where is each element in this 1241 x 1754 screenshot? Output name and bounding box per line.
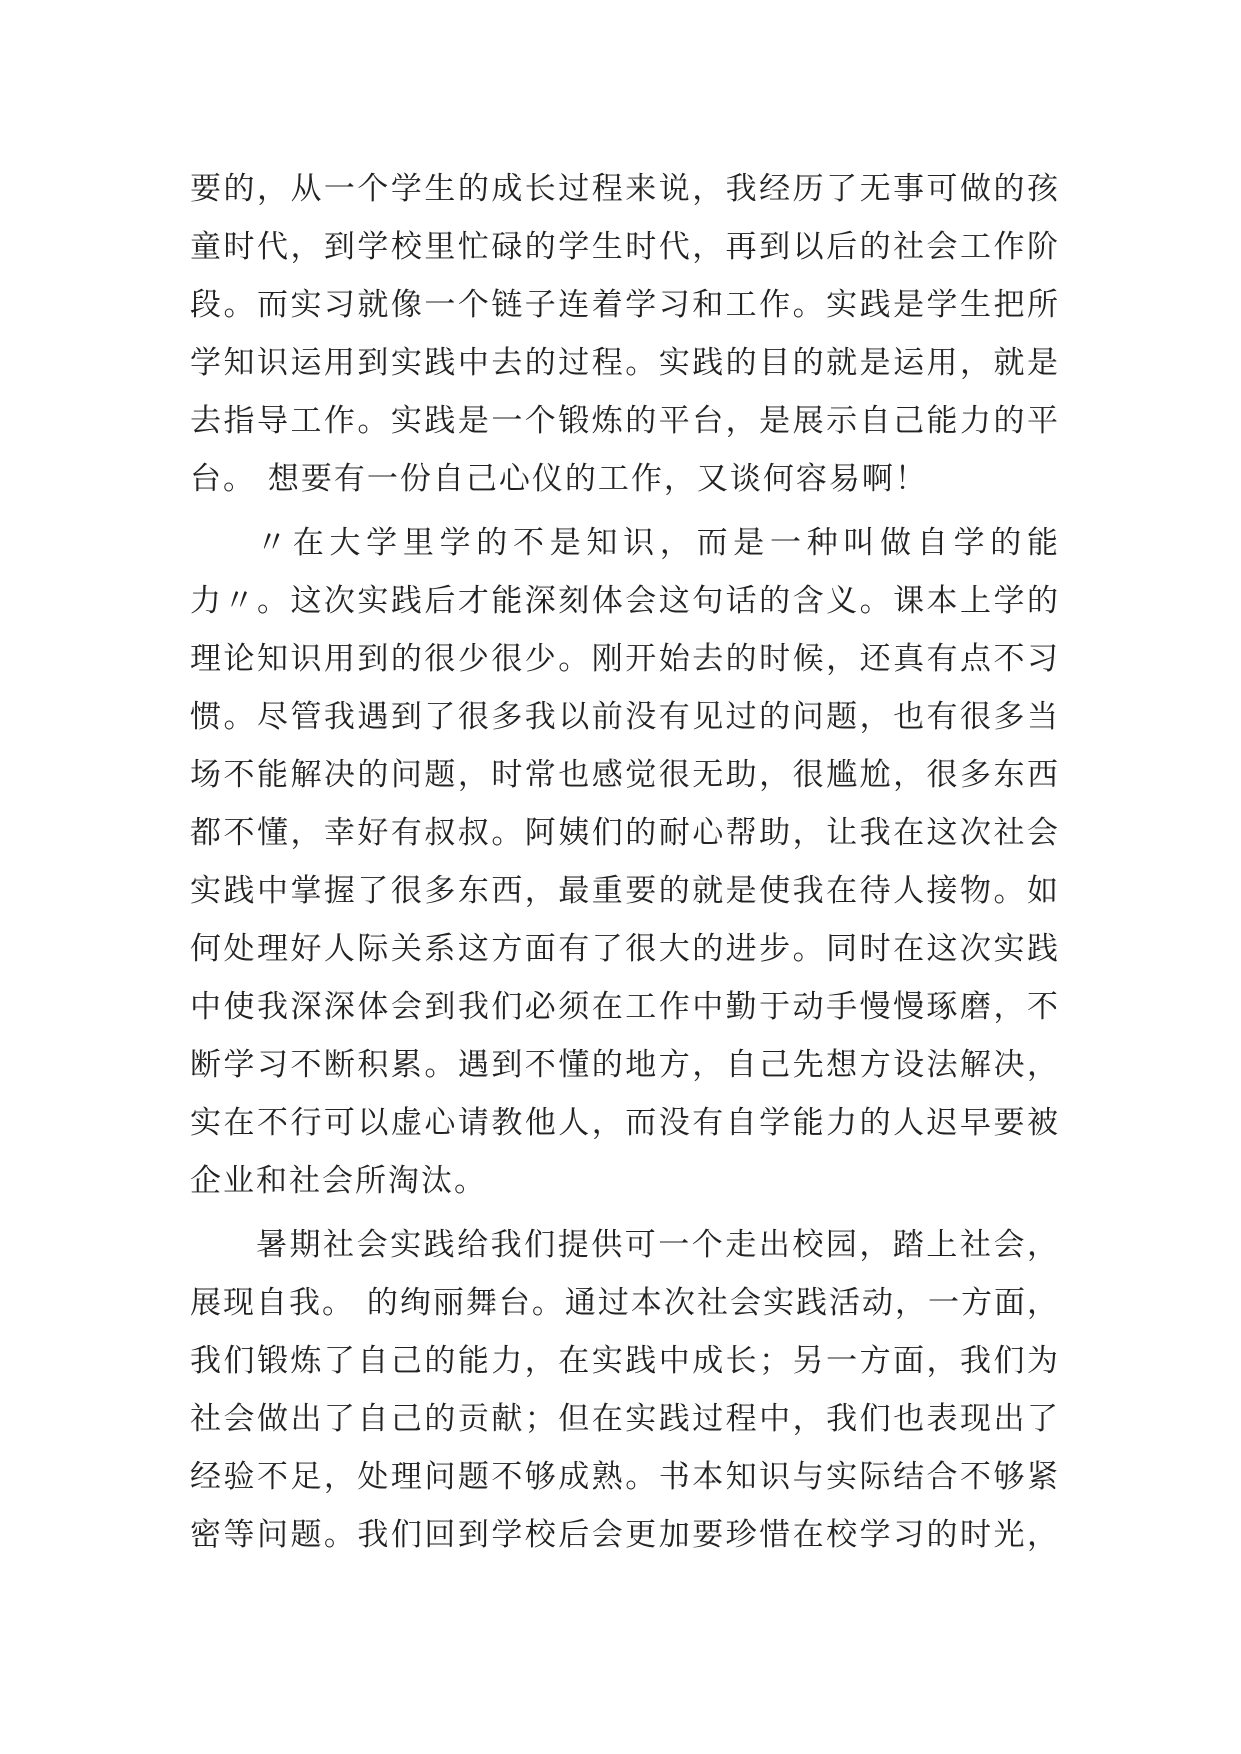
- paragraph: [190, 1216, 1060, 1564]
- document-body: [190, 160, 1060, 1564]
- text-line: 理论知识用到的很少很少。刚开始去的时候，还真有点不习: [190, 641, 1060, 677]
- text-line: 经验不足，处理问题不够成熟。书本知识与实际结合不够紧: [190, 1459, 1060, 1495]
- text-line: 实在不行可以虚心请教他人，而没有自学能力的人迟早要被: [190, 1105, 1060, 1141]
- text-line: 童时代，到学校里忙碌的学生时代，再到以后的社会工作阶: [190, 229, 1060, 265]
- text-line: 企业和社会所淘汰。: [190, 1163, 487, 1199]
- text-line: 展现自我。 的绚丽舞台。通过本次社会实践活动，一方面，: [190, 1285, 1060, 1321]
- text-line: 暑期社会实践给我们提供可一个走出校园，踏上社会，: [256, 1227, 1060, 1263]
- paragraph: [190, 160, 1060, 508]
- paragraph: [190, 514, 1060, 1210]
- text-line: 力〃。这次实践后才能深刻体会这句话的含义。课本上学的: [190, 583, 1060, 619]
- text-line: 学知识运用到实践中去的过程。实践的目的就是运用，就是: [190, 345, 1060, 381]
- text-line: 密等问题。我们回到学校后会更加要珍惜在校学习的时光，: [190, 1517, 1060, 1553]
- text-line: 我们锻炼了自己的能力，在实践中成长；另一方面，我们为: [190, 1343, 1060, 1379]
- text-line: 要的，从一个学生的成长过程来说，我经历了无事可做的孩: [190, 171, 1060, 207]
- text-line: 台。 想要有一份自己心仪的工作，又谈何容易啊！: [190, 461, 928, 497]
- text-line: 段。而实习就像一个链子连着学习和工作。实践是学生把所: [190, 287, 1060, 323]
- text-line: 社会做出了自己的贡献；但在实践过程中，我们也表现出了: [190, 1401, 1060, 1437]
- text-line: 都不懂，幸好有叔叔。阿姨们的耐心帮助，让我在这次社会: [190, 815, 1060, 851]
- text-line: 场不能解决的问题，时常也感觉很无助，很尴尬，很多东西: [190, 757, 1060, 793]
- text-line: 实践中掌握了很多东西，最重要的就是使我在待人接物。如: [190, 873, 1060, 909]
- text-line: 断学习不断积累。遇到不懂的地方，自己先想方设法解决，: [190, 1047, 1060, 1083]
- text-line: 〃在大学里学的不是知识，而是一种叫做自学的能: [256, 525, 1060, 561]
- text-line: 惯。尽管我遇到了很多我以前没有见过的问题，也有很多当: [190, 699, 1060, 735]
- text-line: 何处理好人际关系这方面有了很大的进步。同时在这次实践: [190, 931, 1060, 967]
- text-line: 中使我深深体会到我们必须在工作中勤于动手慢慢琢磨，不: [190, 989, 1060, 1025]
- text-line: 去指导工作。实践是一个锻炼的平台，是展示自己能力的平: [190, 403, 1060, 439]
